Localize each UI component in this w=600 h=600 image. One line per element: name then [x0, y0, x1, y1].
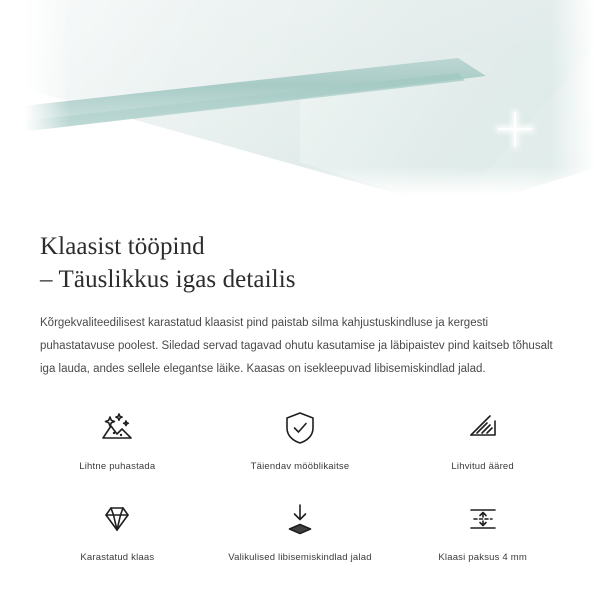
feature-label: Klaasi paksus 4 mm: [438, 552, 527, 563]
diamond-icon: [96, 498, 138, 540]
hero-image: [0, 0, 600, 208]
page-title: [40, 230, 560, 296]
page-title-line-2: – Täuslikkus igas detailis: [40, 266, 296, 293]
sparkle-clean-icon: [96, 407, 138, 449]
polished-edge-icon: [462, 407, 504, 449]
body-paragraph: Kõrgekvaliteedilisest karastatud klaasist pind paistab silma kahjustuskindluse ja kergesti puhastatavuse poolest. Siledad servad tagavad ohutu kasutamise ja läbipaistev pind kaitseb tõhusalt iga lauda, andes sellele elegantse läike. Kaasas on isekleepuvad libisemiskindlad jalad.: [40, 317, 553, 375]
page-title-line-1: Klaasist tööpind: [40, 233, 205, 260]
hero-fade-bottom: [0, 166, 600, 208]
feature-item-antislip-feet: [209, 498, 392, 563]
adhesive-foot-icon: [279, 498, 321, 540]
feature-label: Karastatud klaas: [80, 552, 155, 563]
content-block: [0, 208, 600, 381]
feature-label: Täiendav mööblikaitse: [250, 461, 350, 472]
shield-check-icon: [279, 407, 321, 449]
feature-grid: [0, 407, 600, 563]
feature-label: Lihtne puhastada: [79, 461, 156, 472]
feature-item-easy-clean: [26, 407, 209, 472]
feature-item-thickness: [391, 498, 574, 563]
feature-item-polished-edges: [391, 407, 574, 472]
thickness-gauge-icon: [462, 498, 504, 540]
feature-item-tempered-glass: [26, 498, 209, 563]
feature-label: Valikulised libisemiskindlad jalad: [228, 552, 372, 563]
feature-item-furniture-protection: [209, 407, 392, 472]
feature-label: Lihvitud ääred: [451, 461, 514, 472]
